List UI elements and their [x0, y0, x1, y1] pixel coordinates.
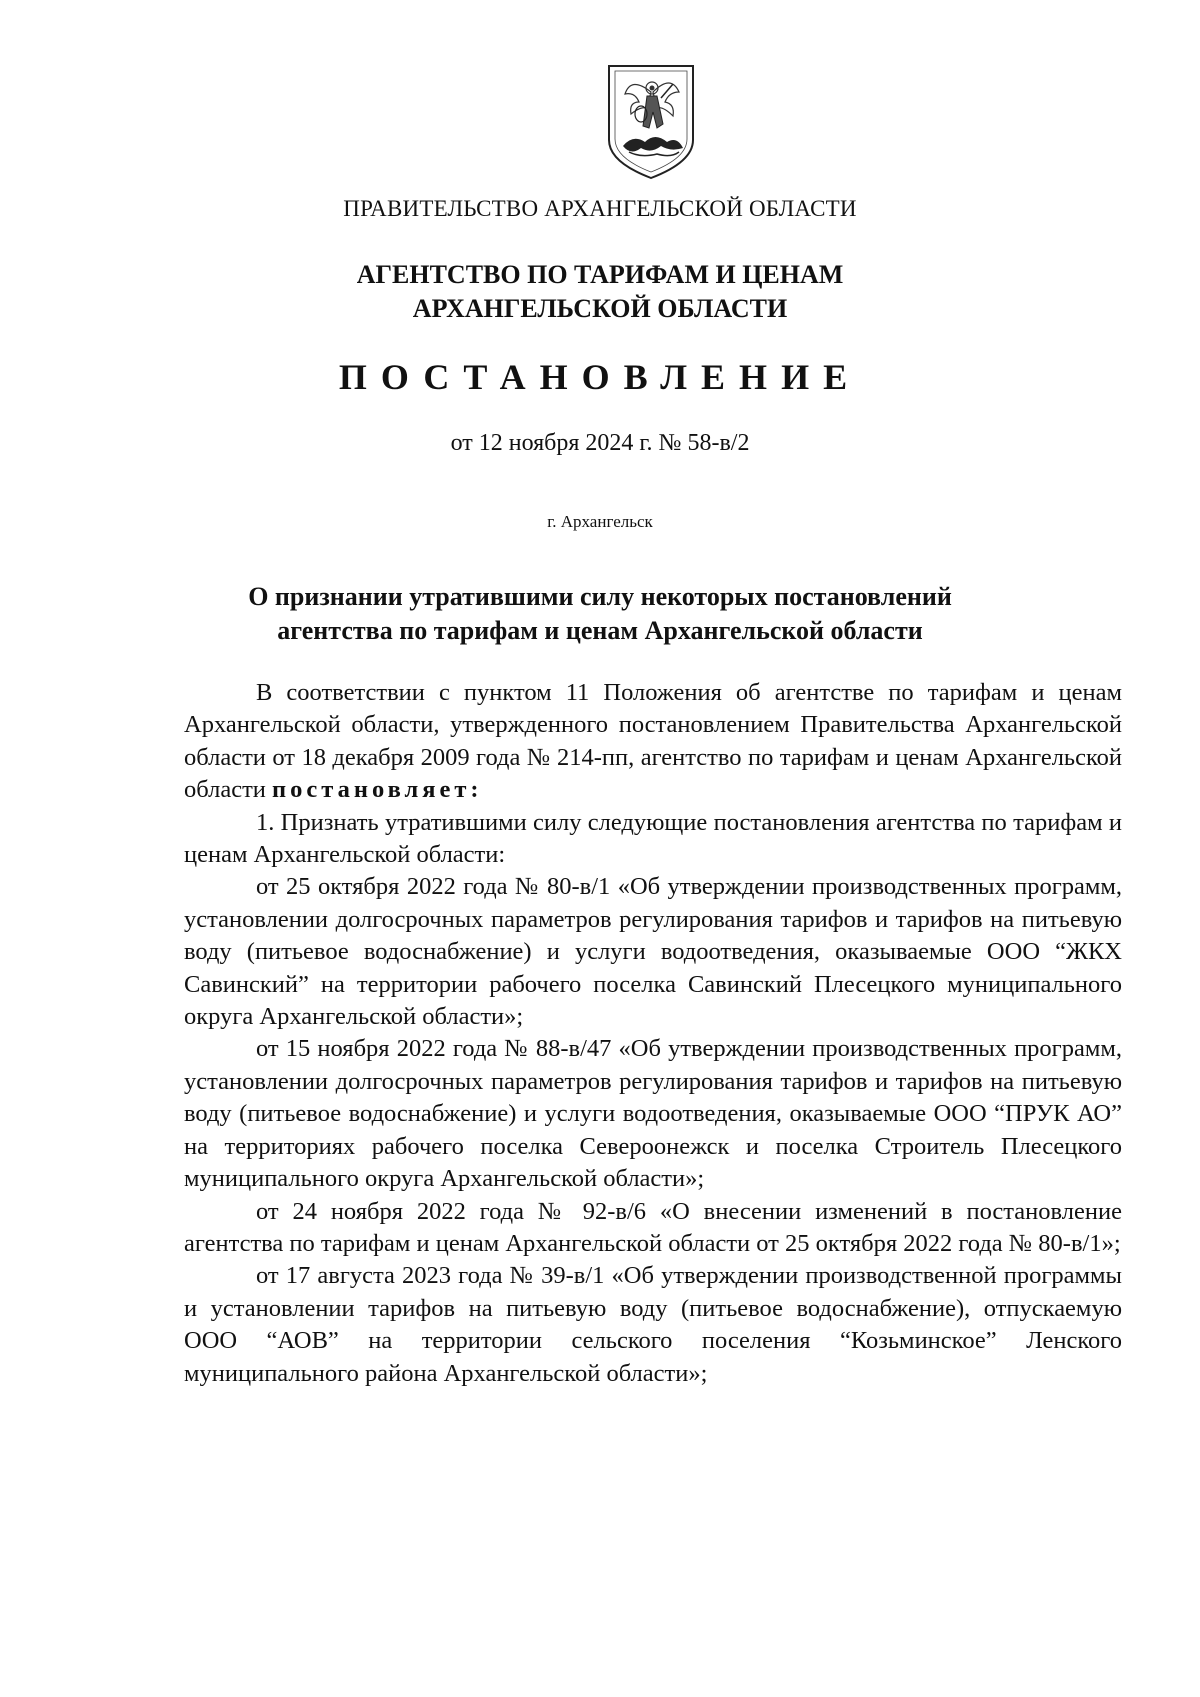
agency-name	[0, 258, 1200, 326]
act-paragraph: от 25 октября 2022 года № 80-в/1 «Об утверждении производственных программ, установлении долгосрочных параметров регулирования тарифов и тарифов на питьевую воду (питьевое водоснабжение) и услуги водоотведения, оказываемые ООО “ЖКХ Савинский” на территории рабочего поселка Савинский Плесецкого муниципального округа Архангельской области»;	[184, 873, 1122, 1031]
subject-line-2: агентства по тарифам и ценам Архангельской области	[277, 616, 923, 645]
document-body	[184, 677, 1122, 1390]
document-subject	[0, 580, 1200, 648]
preamble-text: В соответствии с пунктом 11 Положения об агентстве по тарифам и ценам Архангельской области, утвержденного постановлением Правительства Архангельской области от 18 декабря 2009 года № 214-пп, агентство по тарифам и ценам Архангельской области	[184, 679, 1122, 804]
document-date-number: от 12 ноября 2024 г. № 58-в/2	[450, 430, 750, 456]
government-title: ПРАВИТЕЛЬСТВО АРХАНГЕЛЬСКОЙ ОБЛАСТИ	[343, 196, 857, 221]
document-type: ПОСТАНОВЛЕНИЕ	[338, 357, 862, 397]
agency-name-line-1: АГЕНТСТВО ПО ТАРИФАМ И ЦЕНАМ	[356, 260, 844, 289]
agency-name-line-2: АРХАНГЕЛЬСКОЙ ОБЛАСТИ	[412, 294, 788, 323]
act-paragraph: от 24 ноября 2022 года № 92-в/6 «О внесении изменений в постановление агентства по тарифам и ценам Архангельской области от 25 октября 2022 года № 80-в/1»;	[184, 1197, 1122, 1257]
document-city: г. Архангельск	[547, 512, 653, 531]
preamble-paragraph	[184, 677, 1122, 807]
act-paragraph: от 15 ноября 2022 года № 88-в/47 «Об утверждении производственных программ, установлении долгосрочных параметров регулирования тарифов и тарифов на питьевую воду (питьевое водоснабжение) и услуги водоотведения, оказываемые ООО “ПРУК АО” на территориях рабочего поселка Североонежск и поселка Строитель Плесецкого муниципального округа Архангельской области»;	[184, 1035, 1122, 1193]
resolves-word: постановляет:	[272, 776, 483, 804]
subject-line-1: О признании утратившими силу некоторых постановлений	[248, 582, 952, 611]
item-1-paragraph: 1. Признать утратившими силу следующие постановления агентства по тарифам и ценам Архангельской области:	[184, 808, 1122, 869]
act-paragraph: от 17 августа 2023 года № 39-в/1 «Об утверждении производственной программы и установлении тарифов на питьевую воду (питьевое водоснабжение), отпускаемую ООО “АОВ” на территории сельского поселения “Козьминское” Ленского муниципального района Архангельской области»;	[184, 1262, 1122, 1387]
coat-of-arms-icon	[601, 62, 701, 182]
